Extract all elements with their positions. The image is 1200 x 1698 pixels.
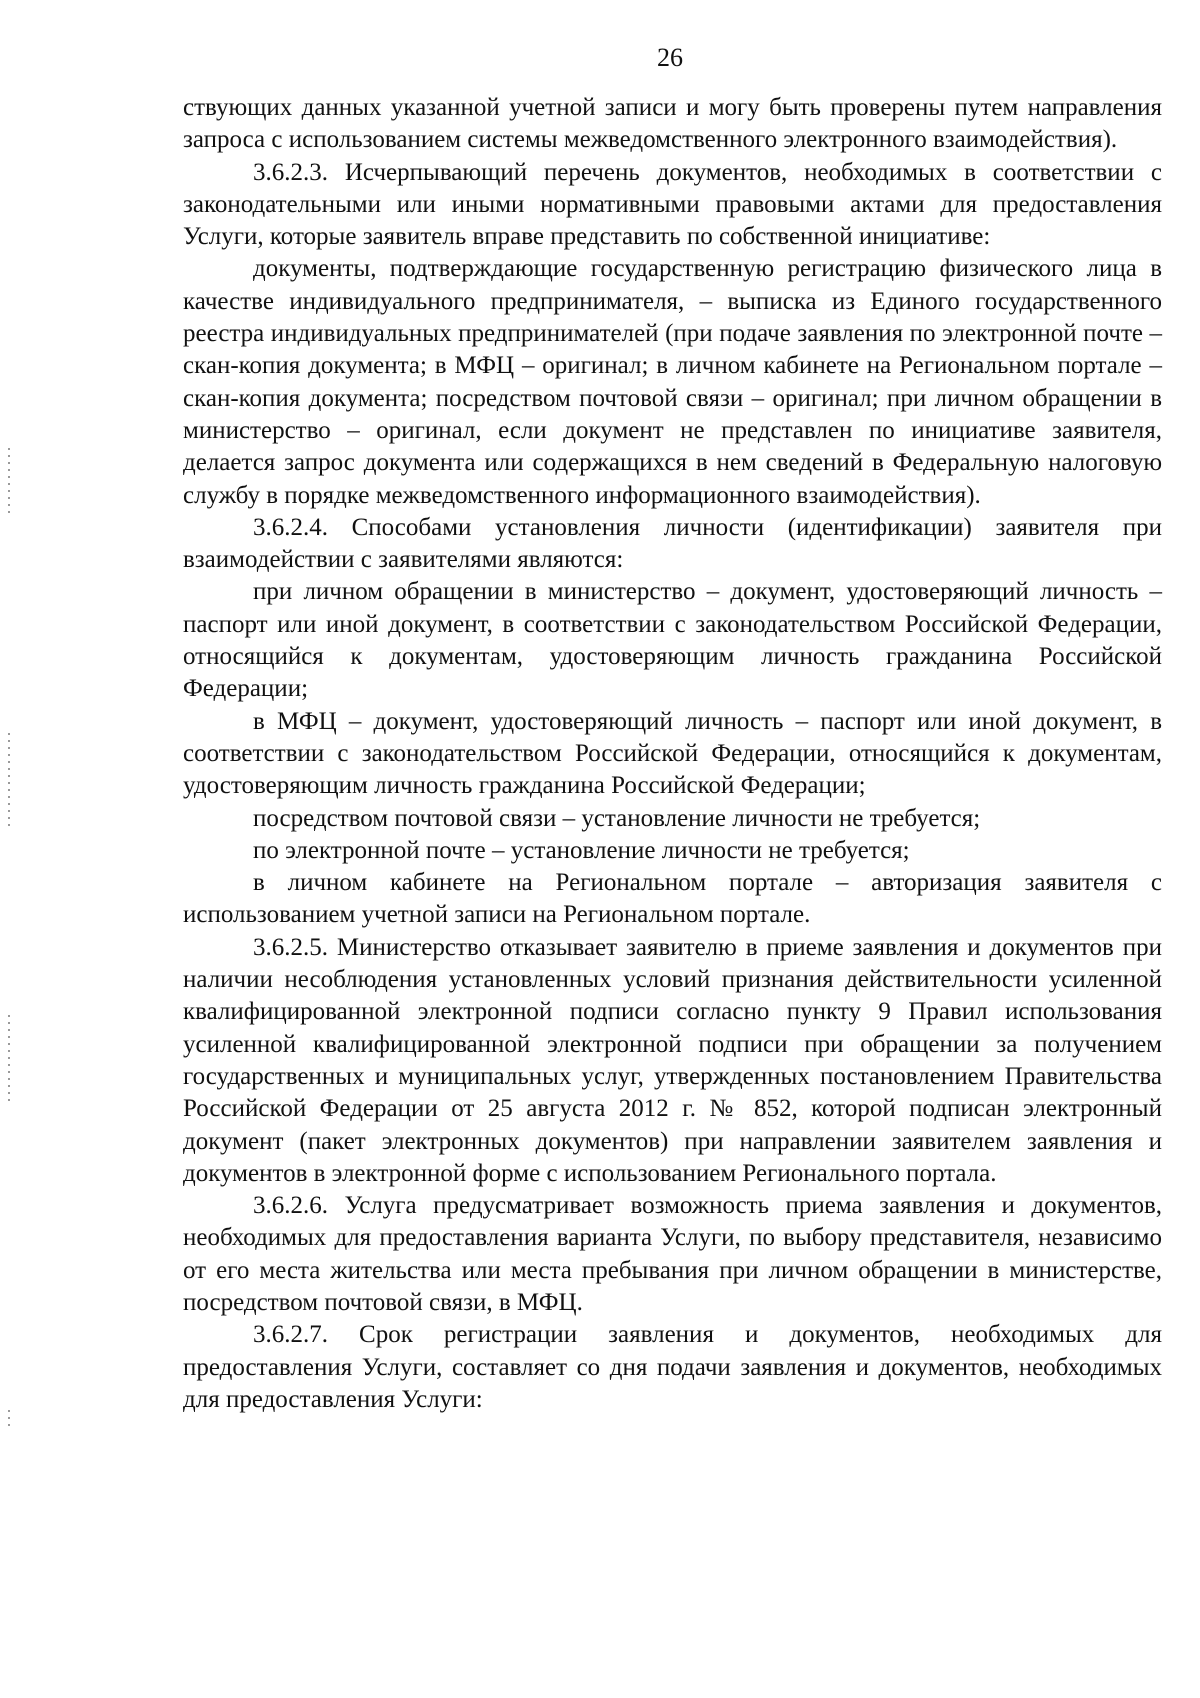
paragraph-email: по электронной почте – установление личности не требуется; bbox=[253, 836, 910, 864]
paragraph-3-6-2-4: 3.6.2.4. Способами установления личности (идентификации) заявителя при взаимодействии с заявителями являются: bbox=[183, 513, 1162, 574]
scan-mark bbox=[8, 1015, 10, 1105]
paragraph-3-6-2-3: 3.6.2.3. Исчерпывающий перечень документов, необходимых в соответствии с законодательными или иными нормативными правовыми актами для предоставления Услуги, которые заявитель вправе представить по собственной инициативе: bbox=[183, 158, 1162, 251]
paragraph-3-6-2-7: 3.6.2.7. Срок регистрации заявления и документов, необходимых для предоставления Услуги, составляет со дня подачи заявления и документов, необходимых для предоставления Услуги: bbox=[183, 1321, 1162, 1413]
scan-mark bbox=[8, 733, 10, 828]
paragraph-in-person-ministry: при личном обращении в министерство – документ, удостоверяющий личность – паспорт или иной документ, в соответствии с законодательством Российской Федерации, относящийся к документам, удостоверяющим личность гражданина Российской Федерации; bbox=[183, 578, 1162, 703]
paragraph-postal: посредством почтовой связи – установление личности не требуется; bbox=[253, 804, 981, 832]
page-number: 26 bbox=[657, 43, 683, 72]
paragraph-continuation: ствующих данных указанной учетной записи и могу быть проверены путем направления запроса с использованием системы межведомственного электронного взаимодействия). bbox=[183, 94, 1162, 154]
paragraph-3-6-2-5: 3.6.2.5. Министерство отказывает заявителю в приеме заявления и документов при наличии несоблюдения установленных условий признания действительности усиленной квалифицированной электронной подписи согласно пункту 9 Правил использования усиленной квалифицированной электронной подписи при обращении за получением государственных и муниципальных услуг, утвержденных постановлением Правительства Российской Федерации от 25 августа 2012 г. № 852, которой подписан электронный документ (пакет электронных документов) при направлении заявителем заявления и документов в электронной форме с использованием Регионального портала. bbox=[183, 933, 1162, 1187]
paragraph-documents-registration: документы, подтверждающие государственную регистрацию физического лица в качестве индивидуального предпринимателя, – выписка из Единого государственного реестра индивидуальных предпринимателей (при подаче заявления по электронной почте – скан-копия документа; в МФЦ – оригинал; в личном кабинете на Региональном портале – скан-копия документа; посредством почтовой связи – оригинал; при личном обращении в министерство – оригинал, если документ не представлен по инициативе заявителя, делается запрос документа или содержащихся в нем сведений в Федеральную налоговую службу в порядке межведомственного информационного взаимодействия). bbox=[183, 255, 1162, 509]
paragraph-mfc: в МФЦ – документ, удостоверяющий личность – паспорт или иной документ, в соответствии с законодательством Российской Федерации, относящийся к документам, удостоверяющим личность гражданина Российской Федерации; bbox=[183, 707, 1162, 800]
scan-margin-marks bbox=[8, 0, 14, 1698]
paragraph-3-6-2-6: 3.6.2.6. Услуга предусматривает возможность приема заявления и документов, необходимых для предоставления варианта Услуги, по выбору представителя, независимо от его места жительства или места пребывания при личном обращении в министерстве, посредством почтовой связи, в МФЦ. bbox=[183, 1192, 1162, 1316]
document-body bbox=[183, 92, 1162, 1416]
scan-mark bbox=[8, 448, 10, 518]
scan-mark bbox=[8, 1410, 10, 1428]
paragraph-regional-portal: в личном кабинете на Региональном портале – авторизация заявителя с использованием учетной записи на Региональном портале. bbox=[183, 869, 1162, 929]
